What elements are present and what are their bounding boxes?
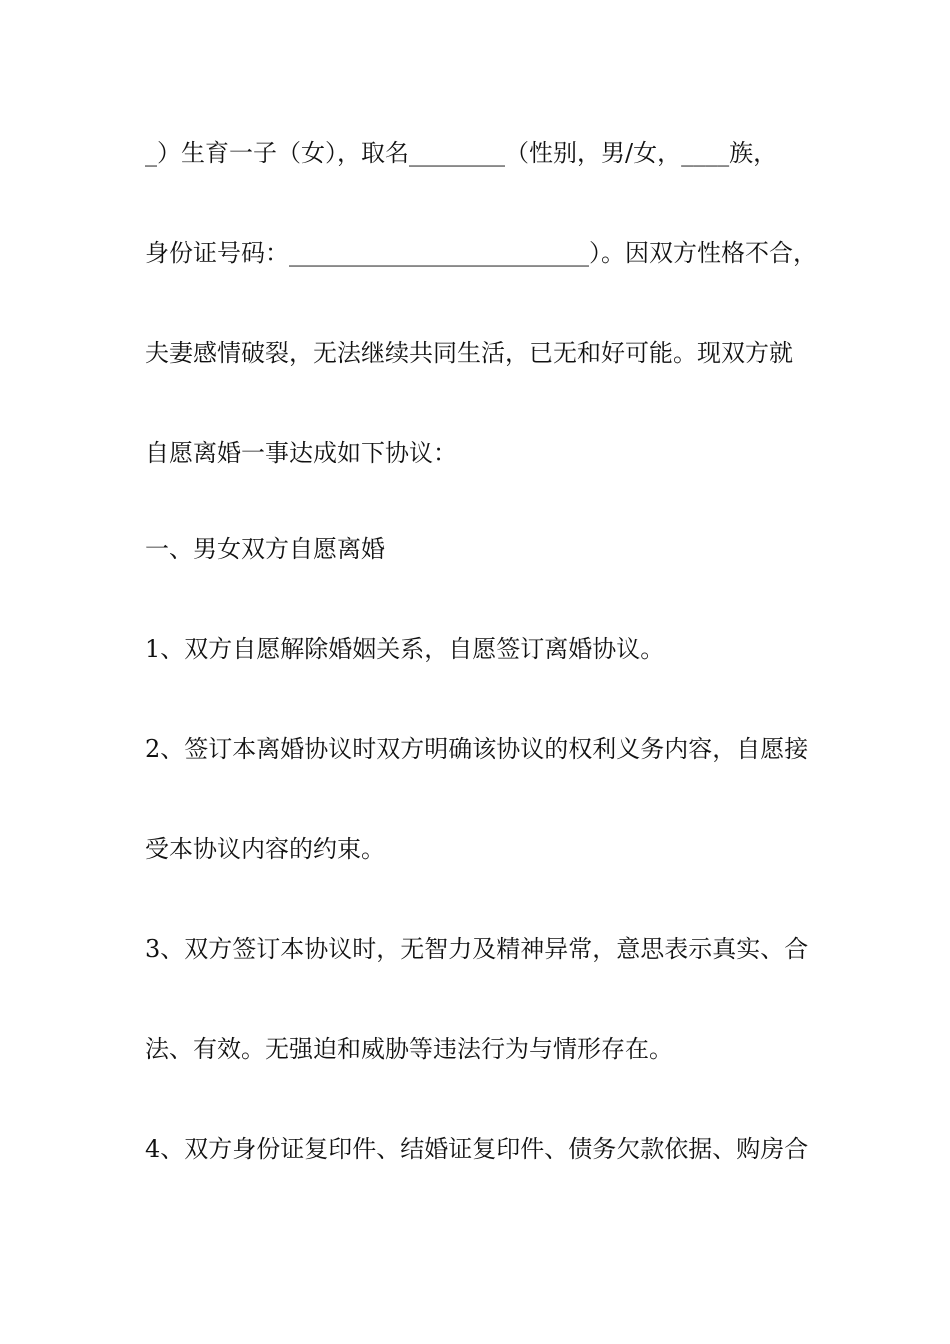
- text-line: 受本协议内容的约束。: [145, 835, 385, 863]
- text-line: 法、有效。无强迫和威胁等违法行为与情形存在。: [145, 1035, 673, 1063]
- text-line: 1、双方自愿解除婚姻关系，自愿签订离婚协议。: [145, 635, 665, 663]
- text-line: 自愿离婚一事达成如下协议：: [145, 439, 457, 467]
- text-line: 4、双方身份证复印件、结婚证复印件、债务欠款依据、购房合: [145, 1135, 809, 1163]
- text-line: 3、双方签订本协议时，无智力及精神异常，意思表示真实、合: [145, 935, 809, 963]
- section-heading: 一、男女双方自愿离婚: [145, 535, 385, 563]
- text-line: _）生育一子（女），取名________（性别，男/女，____族，: [145, 139, 778, 167]
- text-line: 身份证号码：_________________________）。因双方性格不合，: [145, 239, 817, 267]
- text-line: 夫妻感情破裂，无法继续共同生活，已无和好可能。现双方就: [145, 339, 793, 367]
- text-line: 2、签订本离婚协议时双方明确该协议的权利义务内容，自愿接: [145, 735, 809, 763]
